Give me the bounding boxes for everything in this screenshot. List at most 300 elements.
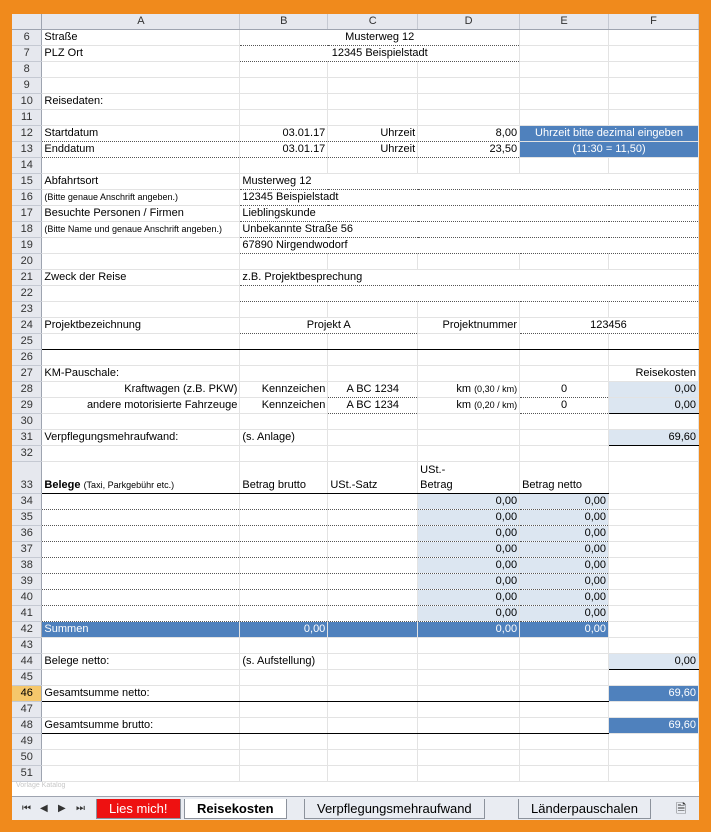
sheet-tab-reisekosten[interactable]: Reisekosten xyxy=(184,799,287,819)
cell[interactable] xyxy=(42,446,240,462)
cell[interactable] xyxy=(609,350,699,366)
cell[interactable]: z.B. Projektbesprechung xyxy=(240,270,699,286)
row-header[interactable]: 29 xyxy=(12,398,42,414)
row-header[interactable]: 21 xyxy=(12,270,42,286)
cell[interactable] xyxy=(520,302,609,318)
row-header[interactable]: 9 xyxy=(12,78,42,94)
cell[interactable] xyxy=(520,638,609,654)
row-header[interactable]: 44 xyxy=(12,654,42,670)
cell[interactable]: 123456 xyxy=(520,318,699,334)
cell[interactable] xyxy=(328,702,418,718)
cell[interactable]: 69,60 xyxy=(609,718,699,734)
cell[interactable]: Reisekosten xyxy=(609,366,699,382)
cell[interactable] xyxy=(418,414,520,430)
cell[interactable]: 0 xyxy=(520,398,609,414)
cell[interactable]: (s. Anlage) xyxy=(240,430,328,446)
sheet-tab-laenderpauschalen[interactable]: Länderpauschalen xyxy=(518,799,651,819)
cell[interactable]: 0,00 xyxy=(418,590,520,606)
cell[interactable]: 23,50 xyxy=(418,142,520,158)
cell[interactable]: 0,00 xyxy=(520,526,609,542)
cell[interactable]: 0,00 xyxy=(418,558,520,574)
cell[interactable] xyxy=(418,654,520,670)
cell[interactable] xyxy=(609,622,699,638)
cell[interactable] xyxy=(240,686,328,702)
cell[interactable] xyxy=(609,302,699,318)
cell[interactable] xyxy=(609,94,699,110)
cell[interactable]: Enddatum xyxy=(42,142,240,158)
cell[interactable] xyxy=(240,254,328,270)
row-header[interactable]: 42 xyxy=(12,622,42,638)
cell[interactable] xyxy=(520,750,609,766)
cell[interactable] xyxy=(609,558,699,574)
cell[interactable] xyxy=(328,302,418,318)
cell[interactable]: Musterweg 12 xyxy=(240,174,699,190)
cell[interactable] xyxy=(609,62,699,78)
cell[interactable]: (s. Aufstellung) xyxy=(240,654,328,670)
cell[interactable] xyxy=(328,446,418,462)
cell[interactable] xyxy=(418,734,520,750)
cell[interactable]: Kennzeichen xyxy=(240,398,328,414)
cell[interactable] xyxy=(418,366,520,382)
cell[interactable]: 0,00 xyxy=(609,382,699,398)
cell[interactable] xyxy=(42,670,240,686)
cell[interactable] xyxy=(240,158,328,174)
cell[interactable] xyxy=(328,654,418,670)
column-header-c[interactable]: C xyxy=(328,14,418,30)
select-all-corner[interactable] xyxy=(12,14,42,30)
cell[interactable] xyxy=(240,702,328,718)
last-sheet-icon[interactable]: ⏭ xyxy=(76,803,85,814)
cell[interactable] xyxy=(609,542,699,558)
cell[interactable] xyxy=(42,302,240,318)
row-header[interactable]: 6 xyxy=(12,30,42,46)
cell[interactable]: 0,00 xyxy=(520,558,609,574)
column-header-d[interactable]: D xyxy=(418,14,520,30)
cell[interactable] xyxy=(520,718,609,734)
cell[interactable] xyxy=(240,558,328,574)
row-header[interactable]: 41 xyxy=(12,606,42,622)
cell[interactable]: A BC 1234 xyxy=(328,382,418,398)
cell[interactable] xyxy=(42,510,240,526)
cell[interactable]: 0,00 xyxy=(520,622,609,638)
cell[interactable] xyxy=(42,542,240,558)
row-header[interactable]: 43 xyxy=(12,638,42,654)
cell[interactable] xyxy=(328,78,418,94)
column-header-a[interactable]: A xyxy=(42,14,240,30)
cell[interactable] xyxy=(418,670,520,686)
cell[interactable] xyxy=(240,366,328,382)
cell[interactable] xyxy=(609,638,699,654)
cell[interactable]: Uhrzeit xyxy=(328,142,418,158)
cell[interactable] xyxy=(520,702,609,718)
row-header[interactable]: 27 xyxy=(12,366,42,382)
row-header[interactable]: 10 xyxy=(12,94,42,110)
cell[interactable]: USt.-Satz xyxy=(328,462,418,494)
cell[interactable] xyxy=(520,766,609,782)
cell[interactable] xyxy=(328,542,418,558)
row-header[interactable]: 11 xyxy=(12,110,42,126)
cell[interactable] xyxy=(609,766,699,782)
cell[interactable]: (Bitte genaue Anschrift angeben.) xyxy=(42,190,240,206)
cell[interactable] xyxy=(418,158,520,174)
cell[interactable]: Musterweg 12 xyxy=(240,30,520,46)
cell[interactable]: 12345 Beispielstadt xyxy=(240,190,699,206)
row-header[interactable]: 30 xyxy=(12,414,42,430)
first-sheet-icon[interactable]: ⏮ xyxy=(22,803,31,814)
row-header[interactable]: 31 xyxy=(12,430,42,446)
cell[interactable] xyxy=(418,718,520,734)
cell[interactable] xyxy=(328,638,418,654)
cell[interactable]: 03.01.17 xyxy=(240,126,328,142)
cell[interactable] xyxy=(418,110,520,126)
row-header[interactable]: 48 xyxy=(12,718,42,734)
cell[interactable]: Belege netto: xyxy=(42,654,240,670)
cell[interactable] xyxy=(42,110,240,126)
row-header[interactable]: 24 xyxy=(12,318,42,334)
row-header[interactable]: 22 xyxy=(12,286,42,302)
cell[interactable] xyxy=(42,238,240,254)
cell[interactable] xyxy=(418,302,520,318)
cell[interactable] xyxy=(328,670,418,686)
cell[interactable]: Besuchte Personen / Firmen xyxy=(42,206,240,222)
row-header[interactable]: 32 xyxy=(12,446,42,462)
cell[interactable]: Gesamtsumme netto: xyxy=(42,686,240,702)
row-header[interactable]: 23 xyxy=(12,302,42,318)
cell[interactable] xyxy=(240,542,328,558)
column-header-e[interactable]: E xyxy=(520,14,609,30)
cell[interactable]: 0,00 xyxy=(520,590,609,606)
row-header[interactable]: 49 xyxy=(12,734,42,750)
cell[interactable]: Gesamtsumme brutto: xyxy=(42,718,240,734)
row-header[interactable]: 39 xyxy=(12,574,42,590)
cell[interactable]: Kennzeichen xyxy=(240,382,328,398)
cell[interactable] xyxy=(240,526,328,542)
cell[interactable] xyxy=(328,574,418,590)
cell[interactable]: 0,00 xyxy=(520,510,609,526)
cell[interactable] xyxy=(328,622,418,638)
cell[interactable]: 0,00 xyxy=(418,494,520,510)
cell[interactable]: 69,60 xyxy=(609,430,699,446)
cell[interactable] xyxy=(328,734,418,750)
row-header[interactable]: 40 xyxy=(12,590,42,606)
cell[interactable] xyxy=(418,382,520,398)
row-header[interactable]: 17 xyxy=(12,206,42,222)
cell[interactable] xyxy=(418,254,520,270)
cell[interactable]: 69,60 xyxy=(609,686,699,702)
cell[interactable]: (Bitte Name und genaue Anschrift angeben.) xyxy=(42,222,240,238)
row-header[interactable]: 7 xyxy=(12,46,42,62)
row-header[interactable]: 26 xyxy=(12,350,42,366)
cell[interactable] xyxy=(328,350,418,366)
cell[interactable]: Betrag netto xyxy=(520,462,609,494)
cell[interactable] xyxy=(42,414,240,430)
cell[interactable]: 03.01.17 xyxy=(240,142,328,158)
row-header[interactable]: 20 xyxy=(12,254,42,270)
cell[interactable] xyxy=(42,734,240,750)
cell[interactable]: Projektnummer xyxy=(418,318,520,334)
cell[interactable]: A BC 1234 xyxy=(328,398,418,414)
cell[interactable] xyxy=(520,158,609,174)
cell[interactable] xyxy=(520,686,609,702)
cell[interactable] xyxy=(240,734,328,750)
cell[interactable]: Uhrzeit bitte dezimal eingeben xyxy=(520,126,699,142)
cell[interactable] xyxy=(609,158,699,174)
cell[interactable]: 0,00 xyxy=(520,606,609,622)
column-header-f[interactable]: F xyxy=(609,14,699,30)
cell[interactable] xyxy=(42,254,240,270)
cell[interactable]: Abfahrtsort xyxy=(42,174,240,190)
cell[interactable] xyxy=(42,606,240,622)
cell[interactable] xyxy=(520,414,609,430)
cell[interactable] xyxy=(609,254,699,270)
cell[interactable]: Betrag brutto xyxy=(240,462,328,494)
cell[interactable] xyxy=(240,94,328,110)
cell[interactable]: 0,00 xyxy=(520,542,609,558)
cell[interactable] xyxy=(418,334,520,350)
cell[interactable] xyxy=(240,718,328,734)
cell[interactable] xyxy=(240,78,328,94)
cell[interactable]: PLZ Ort xyxy=(42,46,240,62)
cell[interactable] xyxy=(240,110,328,126)
cell[interactable]: Uhrzeit xyxy=(328,126,418,142)
cell[interactable] xyxy=(609,526,699,542)
cell[interactable] xyxy=(418,398,520,414)
cell[interactable]: 0,00 xyxy=(520,494,609,510)
cell[interactable] xyxy=(328,526,418,542)
cell[interactable]: 0,00 xyxy=(609,654,699,670)
row-header[interactable]: 50 xyxy=(12,750,42,766)
cell[interactable]: 0,00 xyxy=(520,574,609,590)
cell[interactable] xyxy=(240,302,328,318)
cell[interactable] xyxy=(609,510,699,526)
cell[interactable] xyxy=(609,414,699,430)
cell[interactable] xyxy=(609,670,699,686)
cell[interactable] xyxy=(520,734,609,750)
cell[interactable] xyxy=(609,750,699,766)
cell[interactable] xyxy=(520,30,609,46)
cell[interactable] xyxy=(520,366,609,382)
cell[interactable]: 0,00 xyxy=(418,510,520,526)
cell[interactable]: 67890 Nirgendwodorf xyxy=(240,238,699,254)
cell[interactable] xyxy=(240,670,328,686)
cell[interactable] xyxy=(609,78,699,94)
cell[interactable] xyxy=(609,110,699,126)
cell[interactable] xyxy=(418,638,520,654)
cell[interactable] xyxy=(240,286,699,302)
row-header[interactable]: 18 xyxy=(12,222,42,238)
cell[interactable] xyxy=(240,334,328,350)
row-header[interactable]: 12 xyxy=(12,126,42,142)
cell[interactable] xyxy=(520,62,609,78)
cell[interactable]: Verpflegungsmehraufwand: xyxy=(42,430,240,446)
cell[interactable] xyxy=(240,750,328,766)
row-header[interactable]: 8 xyxy=(12,62,42,78)
cell[interactable] xyxy=(240,446,328,462)
cell[interactable] xyxy=(42,526,240,542)
row-header[interactable]: 51 xyxy=(12,766,42,782)
row-header[interactable]: 34 xyxy=(12,494,42,510)
row-header[interactable]: 16 xyxy=(12,190,42,206)
insert-sheet-icon[interactable]: 🗎 xyxy=(676,801,687,816)
cell[interactable]: 0,00 xyxy=(418,606,520,622)
cell[interactable] xyxy=(418,766,520,782)
cell[interactable] xyxy=(42,334,240,350)
cell[interactable] xyxy=(328,558,418,574)
row-header[interactable]: 15 xyxy=(12,174,42,190)
cell[interactable] xyxy=(520,350,609,366)
cell[interactable] xyxy=(240,510,328,526)
cell[interactable]: 0,00 xyxy=(240,622,328,638)
cell[interactable] xyxy=(42,286,240,302)
cell[interactable] xyxy=(42,158,240,174)
column-header-b[interactable]: B xyxy=(240,14,328,30)
cell[interactable] xyxy=(42,702,240,718)
cell[interactable]: 8,00 xyxy=(418,126,520,142)
cell[interactable] xyxy=(42,78,240,94)
row-header[interactable]: 36 xyxy=(12,526,42,542)
cell[interactable] xyxy=(520,254,609,270)
row-header-selected[interactable]: 46 xyxy=(12,686,42,702)
prev-sheet-icon[interactable]: ◀ xyxy=(40,803,48,814)
cell[interactable] xyxy=(42,350,240,366)
cell[interactable] xyxy=(328,750,418,766)
cell[interactable] xyxy=(240,494,328,510)
cell[interactable] xyxy=(328,334,418,350)
row-header[interactable]: 45 xyxy=(12,670,42,686)
cell[interactable]: andere motorisierte Fahrzeuge xyxy=(42,398,240,414)
cell[interactable] xyxy=(609,574,699,590)
cell[interactable] xyxy=(418,462,520,494)
cell[interactable] xyxy=(240,574,328,590)
cell[interactable]: Unbekannte Straße 56 xyxy=(240,222,699,238)
row-header[interactable]: 35 xyxy=(12,510,42,526)
cell[interactable] xyxy=(240,62,328,78)
cell[interactable] xyxy=(520,654,609,670)
cell[interactable] xyxy=(609,446,699,462)
row-header[interactable]: 37 xyxy=(12,542,42,558)
cell[interactable]: Projektbezeichnung xyxy=(42,318,240,334)
cell[interactable] xyxy=(328,62,418,78)
cell[interactable]: Summen xyxy=(42,622,240,638)
cell[interactable] xyxy=(42,558,240,574)
cell[interactable] xyxy=(328,366,418,382)
cell[interactable] xyxy=(42,62,240,78)
cell[interactable] xyxy=(328,766,418,782)
cell[interactable] xyxy=(609,734,699,750)
cell[interactable] xyxy=(328,510,418,526)
cell[interactable] xyxy=(328,110,418,126)
cell[interactable] xyxy=(240,350,328,366)
cell[interactable] xyxy=(520,670,609,686)
cell[interactable]: Kraftwagen (z.B. PKW) xyxy=(42,382,240,398)
cell[interactable] xyxy=(42,750,240,766)
cell[interactable]: 0,00 xyxy=(418,542,520,558)
row-header[interactable]: 25 xyxy=(12,334,42,350)
row-header[interactable]: 14 xyxy=(12,158,42,174)
cell[interactable] xyxy=(240,414,328,430)
cell[interactable] xyxy=(328,494,418,510)
cell[interactable] xyxy=(609,606,699,622)
row-header[interactable]: 13 xyxy=(12,142,42,158)
cell[interactable] xyxy=(240,606,328,622)
cell[interactable] xyxy=(418,702,520,718)
cell[interactable] xyxy=(42,638,240,654)
cell[interactable] xyxy=(520,78,609,94)
cell[interactable] xyxy=(328,430,418,446)
cell[interactable]: Reisedaten: xyxy=(42,94,240,110)
next-sheet-icon[interactable]: ▶ xyxy=(58,803,66,814)
cell[interactable] xyxy=(418,94,520,110)
cell[interactable]: Lieblingskunde xyxy=(240,206,699,222)
row-header[interactable]: 28 xyxy=(12,382,42,398)
cell[interactable] xyxy=(418,750,520,766)
row-header[interactable]: 38 xyxy=(12,558,42,574)
cell[interactable] xyxy=(328,606,418,622)
cell[interactable] xyxy=(418,446,520,462)
cell[interactable] xyxy=(520,110,609,126)
cell[interactable] xyxy=(609,462,699,494)
cell[interactable] xyxy=(520,334,609,350)
cell[interactable] xyxy=(42,494,240,510)
cell[interactable] xyxy=(240,590,328,606)
cell[interactable] xyxy=(328,414,418,430)
cell[interactable] xyxy=(609,334,699,350)
row-header[interactable]: 19 xyxy=(12,238,42,254)
cell[interactable] xyxy=(418,686,520,702)
cell[interactable]: 0 xyxy=(520,382,609,398)
cell[interactable] xyxy=(42,574,240,590)
cell[interactable] xyxy=(328,94,418,110)
cell[interactable] xyxy=(418,430,520,446)
cell[interactable] xyxy=(42,462,240,494)
cell[interactable] xyxy=(609,494,699,510)
cell[interactable]: 0,00 xyxy=(418,574,520,590)
cell[interactable] xyxy=(240,638,328,654)
cell[interactable]: 0,00 xyxy=(418,526,520,542)
cell[interactable]: Projekt A xyxy=(240,318,418,334)
cell[interactable] xyxy=(520,94,609,110)
cell[interactable] xyxy=(418,350,520,366)
cell[interactable] xyxy=(240,766,328,782)
cell[interactable]: 0,00 xyxy=(609,398,699,414)
cell[interactable] xyxy=(520,430,609,446)
sheet-tab-lies-mich[interactable]: Lies mich! xyxy=(96,799,181,819)
cell[interactable] xyxy=(328,718,418,734)
cell[interactable] xyxy=(609,590,699,606)
cell[interactable] xyxy=(418,78,520,94)
row-header[interactable]: 33 xyxy=(12,462,42,494)
cell[interactable] xyxy=(520,46,609,62)
cell[interactable]: Straße xyxy=(42,30,240,46)
cell[interactable] xyxy=(328,590,418,606)
cell[interactable] xyxy=(609,30,699,46)
cell[interactable]: Zweck der Reise xyxy=(42,270,240,286)
cell[interactable] xyxy=(42,766,240,782)
cell[interactable] xyxy=(609,46,699,62)
cell[interactable] xyxy=(418,62,520,78)
cell[interactable] xyxy=(42,590,240,606)
cell[interactable]: 0,00 xyxy=(418,622,520,638)
cell[interactable] xyxy=(328,686,418,702)
cell[interactable]: (11:30 = 11,50) xyxy=(520,142,699,158)
cell[interactable]: 12345 Beispielstadt xyxy=(240,46,520,62)
cell[interactable] xyxy=(328,254,418,270)
cell[interactable] xyxy=(520,446,609,462)
cell[interactable]: Startdatum xyxy=(42,126,240,142)
cell[interactable]: KM-Pauschale: xyxy=(42,366,240,382)
cell[interactable] xyxy=(609,702,699,718)
row-header[interactable]: 47 xyxy=(12,702,42,718)
